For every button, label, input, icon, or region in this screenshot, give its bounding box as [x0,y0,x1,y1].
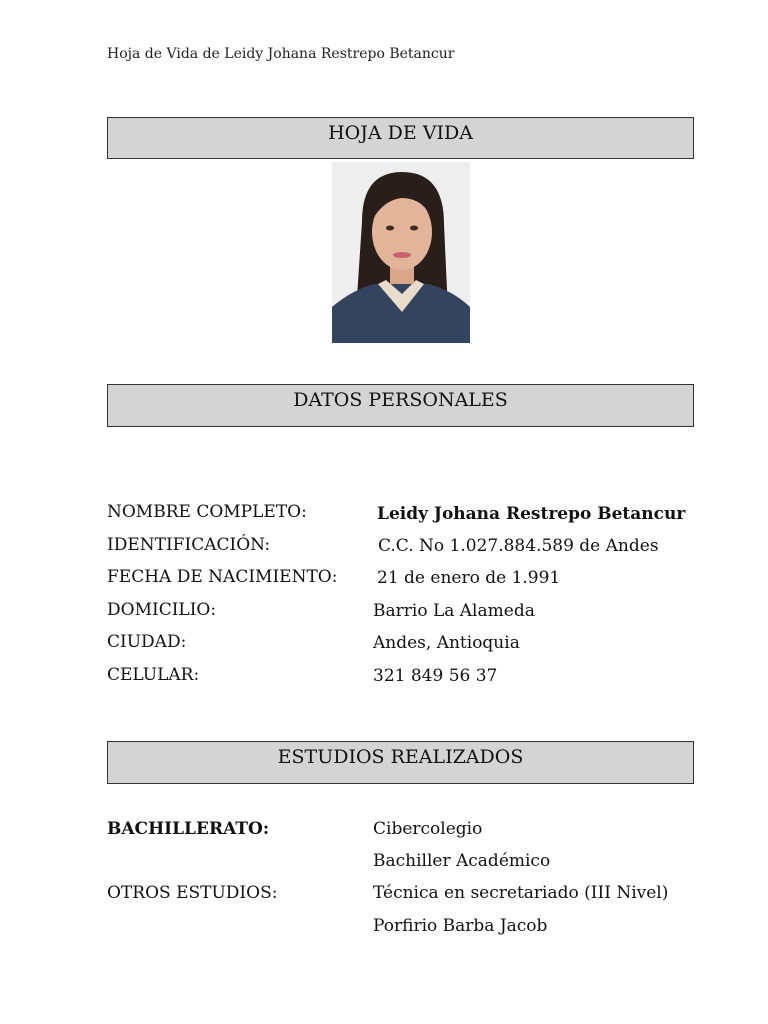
otros-estudios-title: Técnica en secretariado (III Nivel) [373,883,669,903]
nombre-label: NOMBRE COMPLETO: [107,502,307,522]
section-title-estudios-realizados: ESTUDIOS REALIZADOS [107,741,694,784]
nombre-value: Leidy Johana Restrepo Betancur [377,504,686,524]
bachillerato-label: BACHILLERATO: [107,819,270,839]
page-header: Hoja de Vida de Leidy Johana Restrepo Betancur [107,46,455,62]
identificacion-value: C.C. No 1.027.884.589 de Andes [378,536,659,556]
domicilio-label: DOMICILIO: [107,600,217,620]
bachillerato-school: Cibercolegio [373,819,483,839]
otros-estudios-school: Porfirio Barba Jacob [373,916,548,936]
ciudad-value: Andes, Antioquia [373,633,520,653]
fecha-nacimiento-label: FECHA DE NACIMIENTO: [107,567,338,587]
bachillerato-title: Bachiller Académico [373,851,551,871]
section-title-datos-personales: DATOS PERSONALES [107,384,694,427]
profile-photo [332,162,470,343]
section-title-hoja-de-vida: HOJA DE VIDA [107,117,694,159]
identificacion-label: IDENTIFICACIÓN: [107,535,271,555]
celular-value: 321 849 56 37 [373,666,498,686]
domicilio-value: Barrio La Alameda [373,601,535,621]
fecha-nacimiento-value: 21 de enero de 1.991 [377,568,561,588]
celular-label: CELULAR: [107,665,200,685]
otros-estudios-label: OTROS ESTUDIOS: [107,883,278,903]
ciudad-label: CIUDAD: [107,632,187,652]
